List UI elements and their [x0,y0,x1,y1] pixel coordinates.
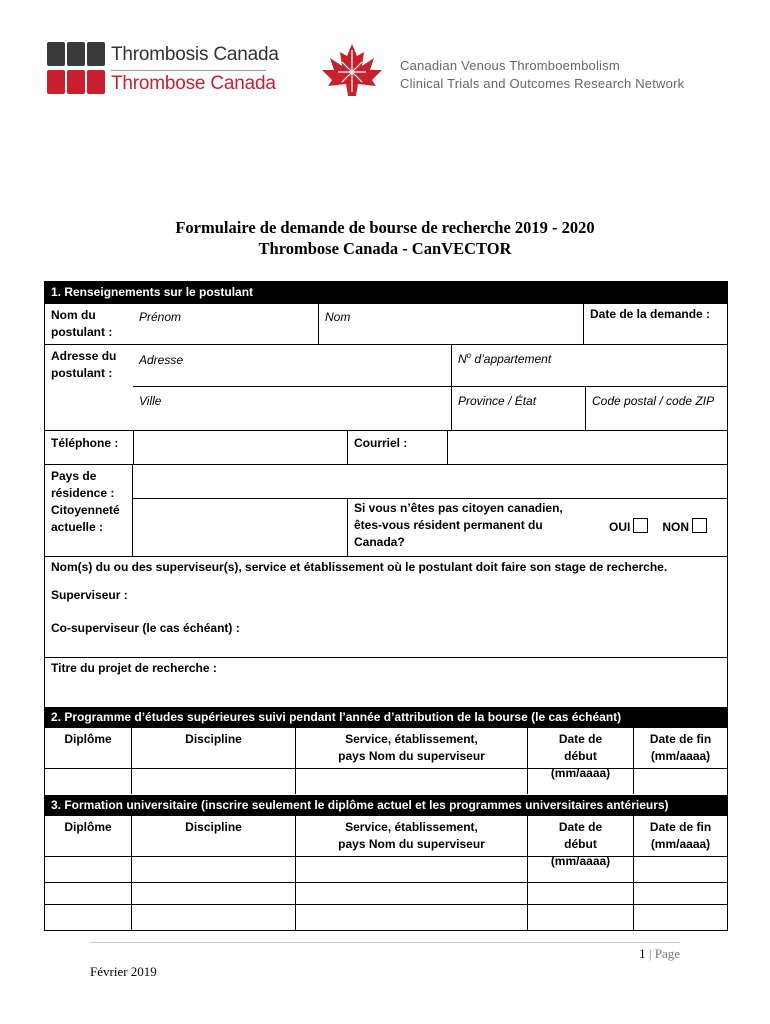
s3-start-input[interactable] [527,857,633,882]
s2-start-input[interactable] [527,769,633,794]
section3-header: 3. Formation universitaire (inscrire seulement le diplôme actuel et les programmes universitaires antérieurs) [45,795,727,816]
s2-end-input[interactable] [633,769,727,794]
s3-end-input[interactable] [633,905,727,930]
email-label: Courriel : [347,431,447,464]
s2-col-start: Date de début (mm/aaaa) [527,728,633,768]
thrombosis-canada-icons [47,42,105,94]
yes-option[interactable]: OUI [609,518,648,556]
canvector-name: Canadian Venous Thromboembolism [400,58,620,73]
resident-options [583,499,727,556]
thrombose-canada-fr: Thrombose Canada [111,73,276,94]
section3-columns [45,816,727,868]
maple-leaf-icon [320,42,384,98]
s3-discipline-input[interactable] [131,857,295,882]
footer-date: Février 2019 [90,964,157,979]
project-title-field[interactable]: Titre du projet de recherche : [51,661,217,675]
section2-row [45,768,727,794]
lungs-icon [47,42,65,66]
cosupervisor-field[interactable]: Co-superviseur (le cas échéant) : [51,621,240,635]
city-row [133,386,727,430]
email-field[interactable] [447,431,727,464]
postal-code-field[interactable]: Code postal / code ZIP [585,387,727,430]
application-form [44,281,728,931]
address-label: Adresse du postulant : [51,349,117,380]
s2-col-diplome: Diplôme [64,732,112,746]
s3-service-input[interactable] [295,905,527,930]
citizenship-label: Citoyenneté actuelle : [51,503,120,534]
s3-end-input[interactable] [633,883,727,904]
s2-service-input[interactable] [295,769,527,794]
heart-icon [67,42,85,66]
citizenship-row [133,499,727,556]
form-subtitle: Thrombose Canada - CanVECTOR [258,239,512,258]
s2-discipline-input[interactable] [131,769,295,794]
table-row [45,856,727,882]
thrombosis-canada-en: Thrombosis Canada [111,44,279,65]
s3-service-input[interactable] [295,857,527,882]
table-row [45,882,727,904]
yes-checkbox[interactable] [633,518,648,533]
footer-divider [90,942,680,943]
province-field[interactable]: Province / État [451,387,585,430]
s3-col-start: Date de début (mm/aaaa) [527,816,633,856]
name-label: Nom du postulant : [51,308,113,339]
citizenship-field[interactable] [133,499,347,556]
section2-columns [45,728,727,780]
s2-col-discipline: Discipline [131,728,295,768]
brain-icon [87,42,105,66]
section1-header: 1. Renseignements sur le postulant [45,282,727,303]
city-field[interactable]: Ville [139,394,162,408]
s3-end-input[interactable] [633,857,727,882]
phone-field[interactable] [133,431,347,464]
phone-label: Téléphone : [51,436,119,450]
application-date-field[interactable]: Date de la demande : [583,304,727,344]
s3-start-input[interactable] [527,883,633,904]
s3-col-end: Date de fin (mm/aaaa) [633,816,727,856]
body-icon [67,70,85,94]
logo-divider [111,70,266,71]
s3-diplome-input[interactable] [45,883,131,904]
country-fields [132,465,727,556]
form-title: Formulaire de demande de bourse de recherche 2019 - 2020 [175,218,595,237]
country-labels [45,465,132,556]
country-field[interactable] [133,465,727,499]
no-checkbox[interactable] [692,518,707,533]
supervisor-field[interactable]: Superviseur : [51,588,128,602]
project-title-row [45,657,727,706]
thrombosis-canada-logo [47,40,279,102]
supervisors-label: Nom(s) du ou des superviseur(s), service et établissement où le postulant doit faire son stage de recherche. [51,560,668,574]
s3-col-service: Service, établissement, pays Nom du superviseur [295,816,527,856]
street-address-field[interactable]: Adresse [139,353,184,367]
supervisors-block [45,556,727,657]
address-line-row [133,345,727,386]
s2-col-service: Service, établissement, pays Nom du superviseur [295,728,527,768]
s3-diplome-input[interactable] [45,857,131,882]
s3-discipline-input[interactable] [131,883,295,904]
s3-discipline-input[interactable] [131,905,295,930]
s3-col-discipline: Discipline [131,816,295,856]
table-row [45,904,727,930]
first-name-field[interactable]: Prénom [139,310,182,324]
canvector-subtitle: Clinical Trials and Outcomes Research Network [400,76,685,91]
address-block [45,344,727,430]
address-fields [133,345,727,430]
leg-icon [87,70,105,94]
apartment-field[interactable]: $N^o$ d’appartement [451,345,727,386]
s3-col-diplome: Diplôme [64,820,112,834]
s3-service-input[interactable] [295,883,527,904]
vein-icon [47,70,65,94]
phone-row [45,430,727,464]
canvector-logo [320,42,720,102]
s2-diplome-input[interactable] [45,769,131,794]
s3-diplome-input[interactable] [45,905,131,930]
no-option[interactable]: NON [662,518,707,556]
last-name-field[interactable]: Nom [318,304,583,344]
s2-col-end: Date de fin (mm/aaaa) [633,728,727,768]
country-label: Pays de résidence : [51,469,115,500]
page-number: 1 | Page [639,946,680,961]
name-row [45,303,727,344]
s3-start-input[interactable] [527,905,633,930]
section2-header: 2. Programme d’études supérieures suivi pendant l’année d’attribution de la bourse (le cas échéant) [45,707,727,728]
country-block [45,464,727,556]
permanent-resident-question: Si vous n’êtes pas citoyen canadien, êtes-vous résident permanent du Canada? [347,499,583,556]
